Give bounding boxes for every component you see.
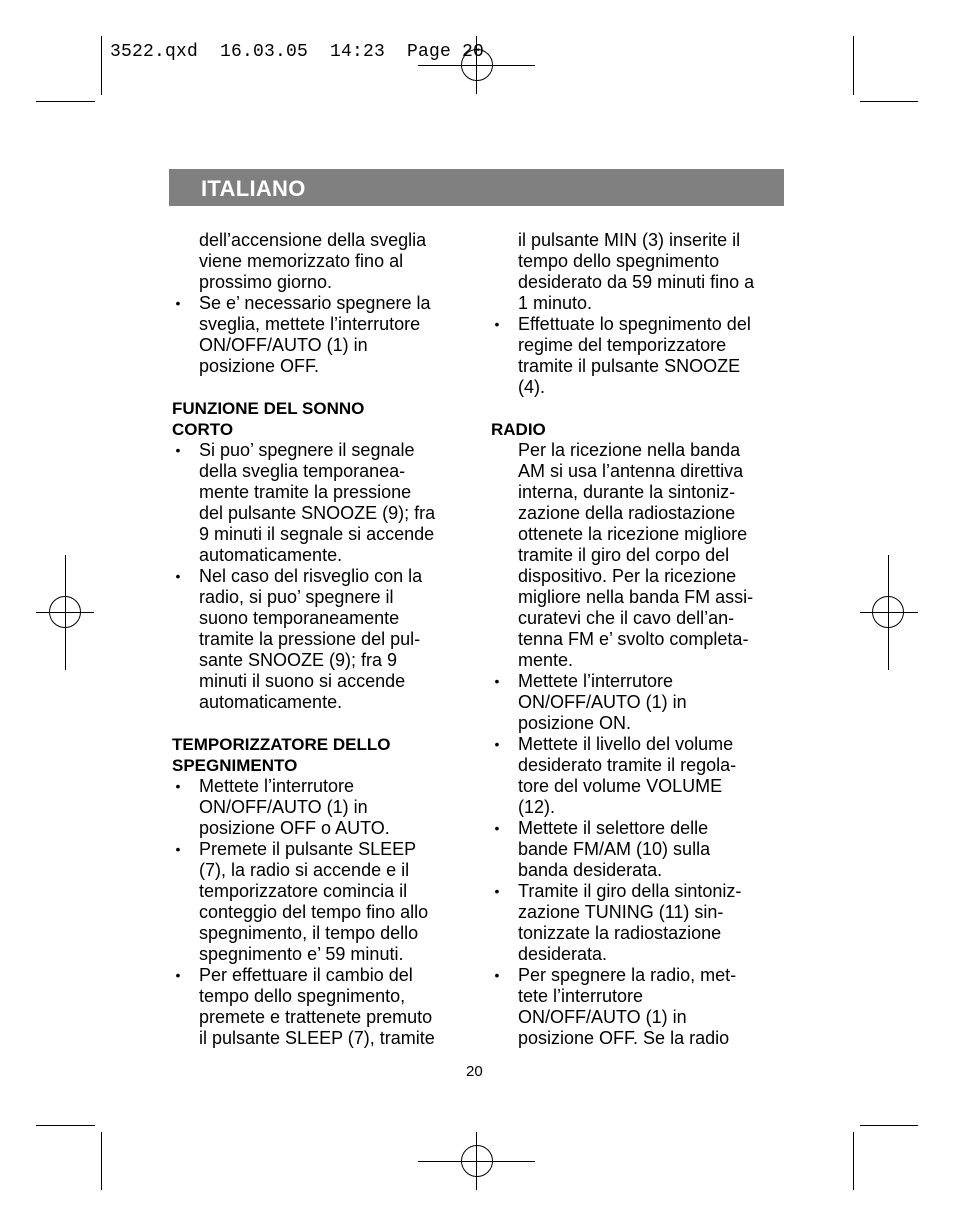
registration-target-icon [49, 596, 81, 628]
list-item [172, 965, 472, 1049]
bullet-icon: • [494, 820, 500, 836]
text-line: del pulsante SNOOZE (9); fra [199, 503, 436, 523]
text-line: Per la ricezione nella banda [518, 440, 741, 460]
text-line: Per effettuare il cambio del [199, 965, 413, 985]
text-line: curatevi che il cavo dell’an- [518, 608, 735, 628]
text-line: della sveglia temporanea- [199, 461, 406, 481]
text-line: (4). [518, 377, 545, 397]
text-line: posizione OFF. Se la radio [518, 1028, 730, 1048]
text-line: temporizzatore comincia il [199, 881, 408, 901]
text-line: tempo dello spegnimento [518, 251, 720, 271]
text-line: Premete il pulsante SLEEP [199, 839, 417, 859]
bullet-icon: • [175, 295, 181, 311]
language-header [169, 169, 784, 206]
registration-target-icon [872, 596, 904, 628]
list-item [491, 965, 791, 1049]
text-line: premete e trattenete premuto [199, 1007, 433, 1027]
text-line: tete l’interrutore [518, 986, 644, 1006]
text-line: viene memorizzato fino al [199, 251, 404, 271]
bullet-icon: • [175, 442, 181, 458]
spacer [491, 398, 791, 419]
text-line: suono temporaneamente [199, 608, 400, 628]
bullet-icon: • [494, 316, 500, 332]
text-line: 1 minuto. [518, 293, 593, 313]
text-line: il pulsante MIN (3) inserite il [518, 230, 741, 250]
section-heading [491, 419, 791, 440]
text-line: mente tramite la pressione [199, 482, 412, 502]
bullet-icon: • [494, 736, 500, 752]
text-line: spegnimento e’ 59 minuti. [199, 944, 404, 964]
text-line: RADIO [491, 420, 546, 439]
text-line: spegnimento, il tempo dello [199, 923, 419, 943]
list-item [172, 839, 472, 965]
text-line: Mettete l’interrutore [518, 671, 674, 691]
paragraph [172, 230, 472, 293]
text-line: AM si usa l’antenna direttiva [518, 461, 744, 481]
text-line: tramite il pulsante SNOOZE [518, 356, 741, 376]
text-line: tore del volume VOLUME [518, 776, 723, 796]
registration-target-icon [461, 1145, 493, 1177]
text-line: tenna FM e’ svolto completa- [518, 629, 749, 649]
text-line: tonizzate la radiostazione [518, 923, 722, 943]
crop-mark [101, 36, 102, 95]
list-item [491, 671, 791, 734]
paragraph [491, 230, 791, 314]
bullet-icon: • [175, 967, 181, 983]
text-line: conteggio del tempo fino allo [199, 902, 429, 922]
text-line: ON/OFF/AUTO (1) in [518, 1007, 687, 1027]
text-line: TEMPORIZZATORE DELLO [172, 735, 391, 754]
right-column [491, 230, 791, 1049]
text-line: FUNZIONE DEL SONNO [172, 399, 365, 418]
crop-mark [860, 101, 918, 102]
text-line: zazione della radiostazione [518, 503, 736, 523]
text-line: desiderato tramite il regola- [518, 755, 737, 775]
text-line: posizione OFF o AUTO. [199, 818, 390, 838]
text-line: sante SNOOZE (9); fra 9 [199, 650, 398, 670]
text-line: interna, durante la sintoniz- [518, 482, 736, 502]
bullet-icon: • [494, 883, 500, 899]
text-line: Mettete l’interrutore [199, 776, 355, 796]
text-line: tramite la pressione del pul- [199, 629, 421, 649]
text-line: mente. [518, 650, 574, 670]
text-line: dell’accensione della sveglia [199, 230, 427, 250]
list-item [172, 440, 472, 566]
print-slug: 3522.qxd 16.03.05 14:23 Page 20 [110, 42, 485, 62]
crop-mark [853, 1132, 854, 1190]
text-line: Effettuate lo spegnimento del [518, 314, 751, 334]
text-line: automaticamente. [199, 692, 343, 712]
text-line: dispositivo. Per la ricezione [518, 566, 737, 586]
text-line: ON/OFF/AUTO (1) in [199, 335, 368, 355]
list-item [491, 734, 791, 818]
paragraph [491, 440, 791, 671]
bullet-icon: • [175, 778, 181, 794]
text-line: bande FM/AM (10) sulla [518, 839, 711, 859]
crop-mark [36, 101, 95, 102]
bullet-icon: • [494, 967, 500, 983]
text-line: Tramite il giro della sintoniz- [518, 881, 742, 901]
text-line: banda desiderata. [518, 860, 663, 880]
text-line: ON/OFF/AUTO (1) in [199, 797, 368, 817]
text-line: desiderato da 59 minuti fino a [518, 272, 755, 292]
section-heading [172, 734, 472, 776]
text-line: Per spegnere la radio, met- [518, 965, 737, 985]
text-line: tramite il giro del corpo del [518, 545, 730, 565]
list-item [172, 566, 472, 713]
text-line: regime del temporizzatore [518, 335, 727, 355]
text-line: minuti il suono si accende [199, 671, 406, 691]
text-line: tempo dello spegnimento, [199, 986, 406, 1006]
text-line: zazione TUNING (11) sin- [518, 902, 724, 922]
text-line: CORTO [172, 420, 234, 439]
list-item [491, 881, 791, 965]
bullet-icon: • [175, 568, 181, 584]
text-line: (12). [518, 797, 556, 817]
text-line: Mettete il livello del volume [518, 734, 734, 754]
text-line: posizione ON. [518, 713, 632, 733]
page-number: 20 [466, 1063, 483, 1080]
text-line: ottenete la ricezione migliore [518, 524, 748, 544]
text-line: Se e’ necessario spegnere la [199, 293, 431, 313]
text-line: automaticamente. [199, 545, 343, 565]
text-line: ON/OFF/AUTO (1) in [518, 692, 687, 712]
text-line: sveglia, mettete l’interrutore [199, 314, 421, 334]
left-column [172, 230, 472, 1049]
crop-mark [101, 1132, 102, 1190]
crop-mark [36, 1125, 95, 1126]
text-line: migliore nella banda FM assi- [518, 587, 754, 607]
text-line: Nel caso del risveglio con la [199, 566, 423, 586]
spacer [172, 713, 472, 734]
crop-mark [853, 36, 854, 95]
crop-mark [860, 1125, 918, 1126]
text-line: radio, si puo’ spegnere il [199, 587, 394, 607]
section-title: ITALIANO [201, 176, 306, 201]
text-line: desiderata. [518, 944, 608, 964]
text-line: prossimo giorno. [199, 272, 333, 292]
bullet-icon: • [175, 841, 181, 857]
list-item [172, 776, 472, 839]
text-line: Mettete il selettore delle [518, 818, 709, 838]
spacer [172, 377, 472, 398]
text-line: SPEGNIMENTO [172, 756, 298, 775]
list-item [172, 293, 472, 377]
text-line: 9 minuti il segnale si accende [199, 524, 435, 544]
list-item [491, 818, 791, 881]
text-line: (7), la radio si accende e il [199, 860, 410, 880]
section-heading [172, 398, 472, 440]
list-item [491, 314, 791, 398]
bullet-icon: • [494, 673, 500, 689]
text-line: il pulsante SLEEP (7), tramite [199, 1028, 435, 1048]
text-line: Si puo’ spegnere il segnale [199, 440, 415, 460]
text-line: posizione OFF. [199, 356, 320, 376]
